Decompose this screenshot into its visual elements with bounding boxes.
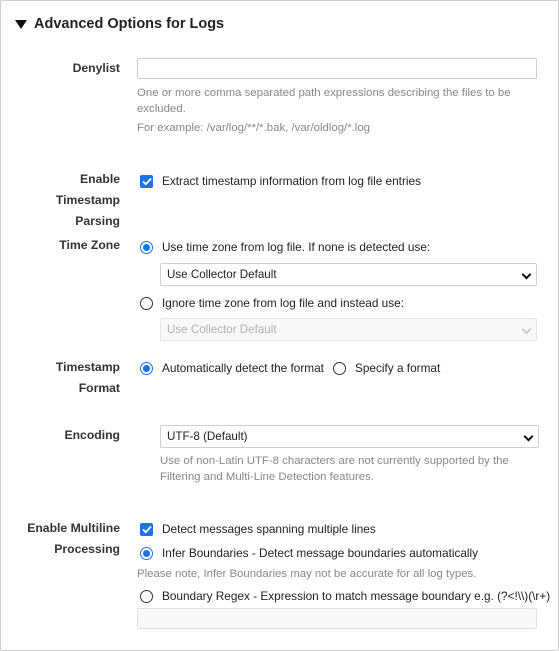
- radio-unselected-icon: [333, 362, 346, 375]
- radio-unselected-icon: [140, 297, 153, 310]
- infer-boundaries-note: Please note, Infer Boundaries may not be accurate for all log types.: [137, 568, 477, 580]
- encoding-select[interactable]: UTF-8 (Default): [160, 425, 539, 448]
- radio-selected-icon: [140, 547, 153, 560]
- time-zone-ignore-select[interactable]: Use Collector Default: [160, 318, 537, 341]
- denylist-label: Denylist: [72, 61, 120, 75]
- chevron-down-icon: [524, 432, 534, 442]
- checkbox-checked-icon: [140, 175, 153, 188]
- multiline-infer-radio[interactable]: Infer Boundaries - Detect message boundaries automatically: [140, 545, 478, 561]
- time-zone-ignore-radio[interactable]: Ignore time zone from log file and instead use:: [140, 295, 404, 311]
- timestamp-parsing-label: Enable Timestamp Parsing: [55, 172, 120, 228]
- section-title: Advanced Options for Logs: [34, 16, 225, 32]
- chevron-down-icon: [522, 325, 532, 335]
- timestamp-format-specify-radio[interactable]: Specify a format: [333, 360, 440, 376]
- time-zone-label: Time Zone: [59, 238, 120, 252]
- time-zone-use-radio[interactable]: Use time zone from log file. If none is detected use:: [140, 239, 430, 255]
- denylist-input[interactable]: [137, 58, 537, 79]
- encoding-label: Encoding: [64, 428, 120, 442]
- denylist-help: One or more comma separated path expressions describing the files to be excluded.: [137, 87, 511, 115]
- timestamp-format-label: Timestamp Format: [55, 360, 120, 395]
- triangle-down-icon: [15, 20, 27, 29]
- checkbox-checked-icon: [140, 523, 153, 536]
- radio-selected-icon: [140, 362, 153, 375]
- multiline-label: Enable Multiline Processing: [27, 521, 120, 556]
- section-toggle[interactable]: [15, 15, 224, 33]
- multiline-regex-radio[interactable]: Boundary Regex - Expression to match message boundary e.g. (?<!\\)(\r+): [140, 588, 550, 604]
- multiline-checkbox[interactable]: Detect messages spanning multiple lines: [140, 521, 376, 537]
- timestamp-parsing-checkbox[interactable]: Extract timestamp information from log file entries: [140, 173, 421, 189]
- chevron-down-icon: [522, 270, 532, 280]
- radio-selected-icon: [140, 241, 153, 254]
- boundary-regex-input[interactable]: [137, 608, 537, 629]
- time-zone-use-select[interactable]: Use Collector Default: [160, 263, 537, 286]
- denylist-example: For example: /var/log/**/*.bak, /var/oldlog/*.log: [137, 122, 370, 134]
- encoding-help: Use of non-Latin UTF-8 characters are not currently supported by the Filtering and Multi-Line Detection features.: [160, 455, 509, 483]
- timestamp-format-auto-radio[interactable]: Automatically detect the format: [140, 360, 324, 376]
- radio-unselected-icon: [140, 590, 153, 603]
